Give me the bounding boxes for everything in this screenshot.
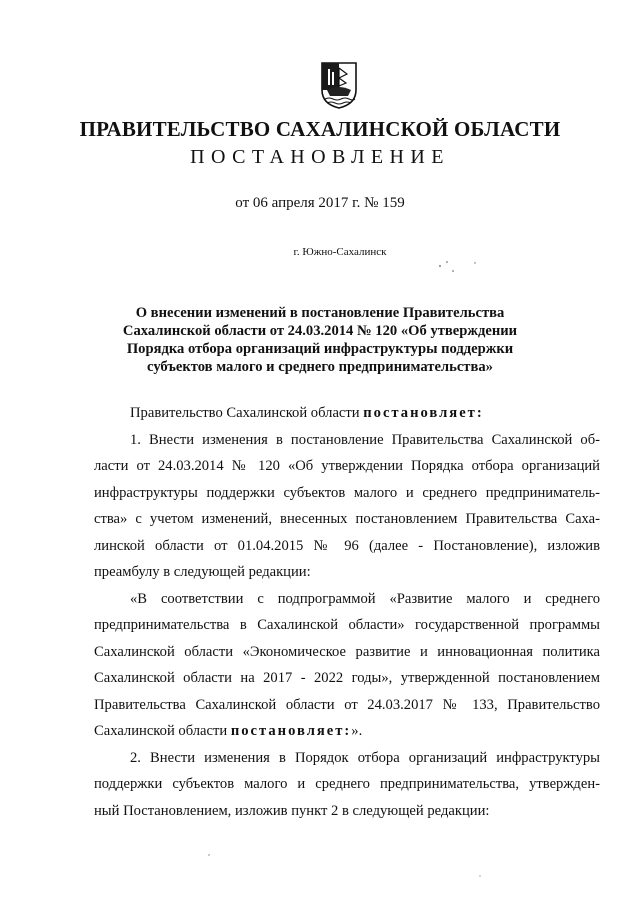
quote-last-prefix: Сахалинской области: [94, 723, 231, 739]
coat-of-arms-icon: [319, 60, 359, 110]
subject-line: субъектов малого и среднего предпринимательства»: [147, 359, 493, 375]
item1-line: 1. Внести изменения в постановление Правительства Сахалинской об-: [130, 431, 600, 448]
document-date-number: от 06 апреля 2017 г. № 159: [235, 195, 405, 211]
preamble: [94, 400, 600, 427]
item1-line: инфраструктуры поддержки субъектов малого и среднего предприниматель-: [94, 484, 600, 501]
quote-last-line: [94, 718, 600, 745]
city-name: г. Южно-Сахалинск: [293, 246, 387, 258]
item1-line: ласти от 24.03.2014 № 120 «Об утверждении Порядка отбора организаций: [94, 458, 600, 474]
item2-line: поддержки субъектов малого и среднего предпринимательства, утвержден-: [94, 776, 600, 792]
quote-line: Сахалинской области «Экономическое развитие и инновационная политика: [94, 643, 600, 660]
quote-line: «В соответствии с подпрограммой «Развитие малого и среднего: [130, 590, 600, 607]
item2-line: 2. Внести изменения в Порядок отбора организаций инфраструктуры: [130, 749, 600, 766]
item1-line: ства» с учетом изменений, внесенных постановлением Правительства Саха-: [94, 511, 600, 527]
subject-line: Сахалинской области от 24.03.2014 № 120 «Об утверждении: [122, 323, 518, 339]
item2-line: ный Постановлением, изложив пункт 2 в следующей редакции:: [94, 802, 490, 819]
organization-title: ПРАВИТЕЛЬСТВО САХАЛИНСКОЙ ОБЛАСТИ: [79, 117, 561, 141]
document-type: ПОСТАНОВЛЕНИЕ: [190, 146, 450, 168]
preamble-text: Правительство Сахалинской области: [130, 405, 364, 421]
document-subject: [80, 304, 560, 376]
quote-last-suffix: ».: [351, 723, 363, 739]
quote-line: Сахалинской области на 2017 - 2022 годы», утвержденной постановлением: [94, 670, 600, 686]
quote-line: Правительства Сахалинской области от 24.03.2017 № 133, Правительство: [94, 696, 600, 713]
quote-line: предпринимательства в Сахалинской области» государственной программы: [94, 617, 600, 633]
item1-line: преамбулу в следующей редакции:: [94, 564, 311, 580]
quote-last-emphasis: постановляет:: [230, 723, 352, 739]
preamble-emphasis: постановляет:: [363, 405, 484, 421]
subject-line: Порядка отбора организаций инфраструктуры поддержки: [126, 341, 514, 357]
document-body: [94, 400, 600, 824]
subject-line: О внесении изменений в постановление Правительства: [135, 305, 505, 321]
item1-line: линской области от 01.04.2015 № 96 (далее - Постановление), изложив: [94, 537, 600, 554]
